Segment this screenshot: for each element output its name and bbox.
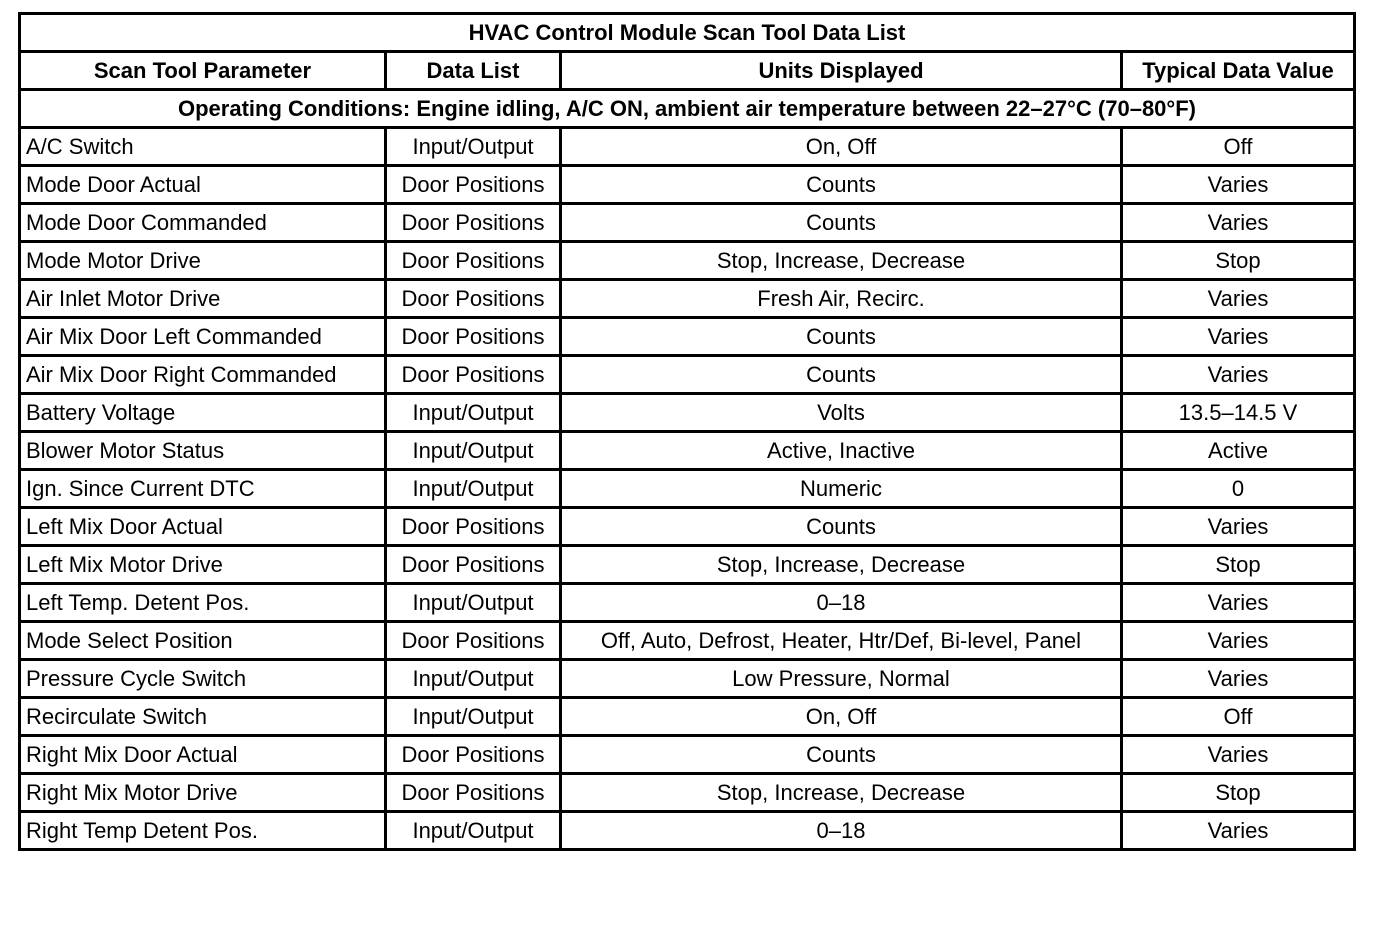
cell-units-displayed: Counts — [561, 508, 1122, 546]
table-row — [20, 736, 1355, 774]
cell-parameter: Mode Door Commanded — [20, 204, 386, 242]
cell-units-displayed: Off, Auto, Defrost, Heater, Htr/Def, Bi-level, Panel — [561, 622, 1122, 660]
cell-units-displayed: 0–18 — [561, 584, 1122, 622]
cell-data-list: Door Positions — [386, 622, 561, 660]
cell-parameter: Pressure Cycle Switch — [20, 660, 386, 698]
cell-data-list: Door Positions — [386, 318, 561, 356]
cell-units-displayed: Stop, Increase, Decrease — [561, 774, 1122, 812]
cell-units-displayed: Counts — [561, 736, 1122, 774]
table-row — [20, 584, 1355, 622]
cell-parameter: Air Mix Door Right Commanded — [20, 356, 386, 394]
cell-units-displayed: Stop, Increase, Decrease — [561, 546, 1122, 584]
cell-units-displayed: Active, Inactive — [561, 432, 1122, 470]
table-row — [20, 318, 1355, 356]
cell-data-list: Door Positions — [386, 508, 561, 546]
cell-typical-data-value: 13.5–14.5 V — [1122, 394, 1355, 432]
cell-typical-data-value: Varies — [1122, 736, 1355, 774]
table-title: HVAC Control Module Scan Tool Data List — [20, 14, 1355, 52]
cell-parameter: Left Temp. Detent Pos. — [20, 584, 386, 622]
cell-typical-data-value: Varies — [1122, 508, 1355, 546]
cell-data-list: Door Positions — [386, 204, 561, 242]
table-row — [20, 660, 1355, 698]
cell-data-list: Door Positions — [386, 280, 561, 318]
cell-parameter: Ign. Since Current DTC — [20, 470, 386, 508]
cell-parameter: Left Mix Door Actual — [20, 508, 386, 546]
cell-typical-data-value: Varies — [1122, 318, 1355, 356]
table-body — [20, 128, 1355, 850]
cell-parameter: Mode Motor Drive — [20, 242, 386, 280]
cell-parameter: Left Mix Motor Drive — [20, 546, 386, 584]
cell-units-displayed: On, Off — [561, 698, 1122, 736]
cell-typical-data-value: Varies — [1122, 622, 1355, 660]
cell-units-displayed: Fresh Air, Recirc. — [561, 280, 1122, 318]
scan-tool-data-table — [18, 12, 1356, 851]
cell-data-list: Door Positions — [386, 166, 561, 204]
cell-units-displayed: Counts — [561, 356, 1122, 394]
cell-data-list: Door Positions — [386, 242, 561, 280]
cell-data-list: Input/Output — [386, 660, 561, 698]
table-row — [20, 774, 1355, 812]
cell-units-displayed: On, Off — [561, 128, 1122, 166]
cell-typical-data-value: Stop — [1122, 242, 1355, 280]
cell-data-list: Input/Output — [386, 432, 561, 470]
table-row — [20, 280, 1355, 318]
cell-typical-data-value: Varies — [1122, 660, 1355, 698]
cell-parameter: Mode Select Position — [20, 622, 386, 660]
cell-typical-data-value: Varies — [1122, 812, 1355, 850]
table-header-row — [20, 52, 1355, 90]
table-row — [20, 356, 1355, 394]
cell-units-displayed: Counts — [561, 204, 1122, 242]
cell-typical-data-value: Stop — [1122, 774, 1355, 812]
cell-units-displayed: 0–18 — [561, 812, 1122, 850]
table-row — [20, 546, 1355, 584]
operating-conditions-row — [20, 90, 1355, 128]
cell-units-displayed: Counts — [561, 318, 1122, 356]
header-units-displayed: Units Displayed — [561, 52, 1122, 90]
table-row — [20, 166, 1355, 204]
cell-typical-data-value: 0 — [1122, 470, 1355, 508]
cell-data-list: Input/Output — [386, 470, 561, 508]
cell-data-list: Input/Output — [386, 394, 561, 432]
cell-units-displayed: Volts — [561, 394, 1122, 432]
cell-parameter: Recirculate Switch — [20, 698, 386, 736]
cell-typical-data-value: Active — [1122, 432, 1355, 470]
table-row — [20, 394, 1355, 432]
cell-parameter: Blower Motor Status — [20, 432, 386, 470]
cell-units-displayed: Numeric — [561, 470, 1122, 508]
table-row — [20, 470, 1355, 508]
cell-typical-data-value: Off — [1122, 128, 1355, 166]
header-data-list: Data List — [386, 52, 561, 90]
cell-typical-data-value: Off — [1122, 698, 1355, 736]
table-row — [20, 242, 1355, 280]
cell-data-list: Input/Output — [386, 698, 561, 736]
header-typical-data-value: Typical Data Value — [1122, 52, 1355, 90]
cell-parameter: Right Mix Motor Drive — [20, 774, 386, 812]
cell-typical-data-value: Varies — [1122, 204, 1355, 242]
cell-parameter: Right Mix Door Actual — [20, 736, 386, 774]
cell-parameter: Right Temp Detent Pos. — [20, 812, 386, 850]
table-title-row — [20, 14, 1355, 52]
table-row — [20, 128, 1355, 166]
cell-units-displayed: Low Pressure, Normal — [561, 660, 1122, 698]
table-row — [20, 432, 1355, 470]
header-scan-tool-parameter: Scan Tool Parameter — [20, 52, 386, 90]
cell-parameter: Battery Voltage — [20, 394, 386, 432]
cell-data-list: Door Positions — [386, 546, 561, 584]
cell-parameter: Air Inlet Motor Drive — [20, 280, 386, 318]
cell-units-displayed: Stop, Increase, Decrease — [561, 242, 1122, 280]
cell-data-list: Input/Output — [386, 128, 561, 166]
table-row — [20, 698, 1355, 736]
cell-parameter: A/C Switch — [20, 128, 386, 166]
cell-typical-data-value: Varies — [1122, 166, 1355, 204]
cell-parameter: Mode Door Actual — [20, 166, 386, 204]
cell-data-list: Door Positions — [386, 356, 561, 394]
table-row — [20, 204, 1355, 242]
cell-parameter: Air Mix Door Left Commanded — [20, 318, 386, 356]
cell-units-displayed: Counts — [561, 166, 1122, 204]
table-row — [20, 622, 1355, 660]
cell-data-list: Input/Output — [386, 584, 561, 622]
cell-typical-data-value: Varies — [1122, 584, 1355, 622]
cell-typical-data-value: Stop — [1122, 546, 1355, 584]
cell-data-list: Input/Output — [386, 812, 561, 850]
table-row — [20, 812, 1355, 850]
cell-data-list: Door Positions — [386, 774, 561, 812]
table-row — [20, 508, 1355, 546]
cell-typical-data-value: Varies — [1122, 280, 1355, 318]
cell-data-list: Door Positions — [386, 736, 561, 774]
operating-conditions: Operating Conditions: Engine idling, A/C ON, ambient air temperature between 22–27°C (70–80°F) — [20, 90, 1355, 128]
cell-typical-data-value: Varies — [1122, 356, 1355, 394]
